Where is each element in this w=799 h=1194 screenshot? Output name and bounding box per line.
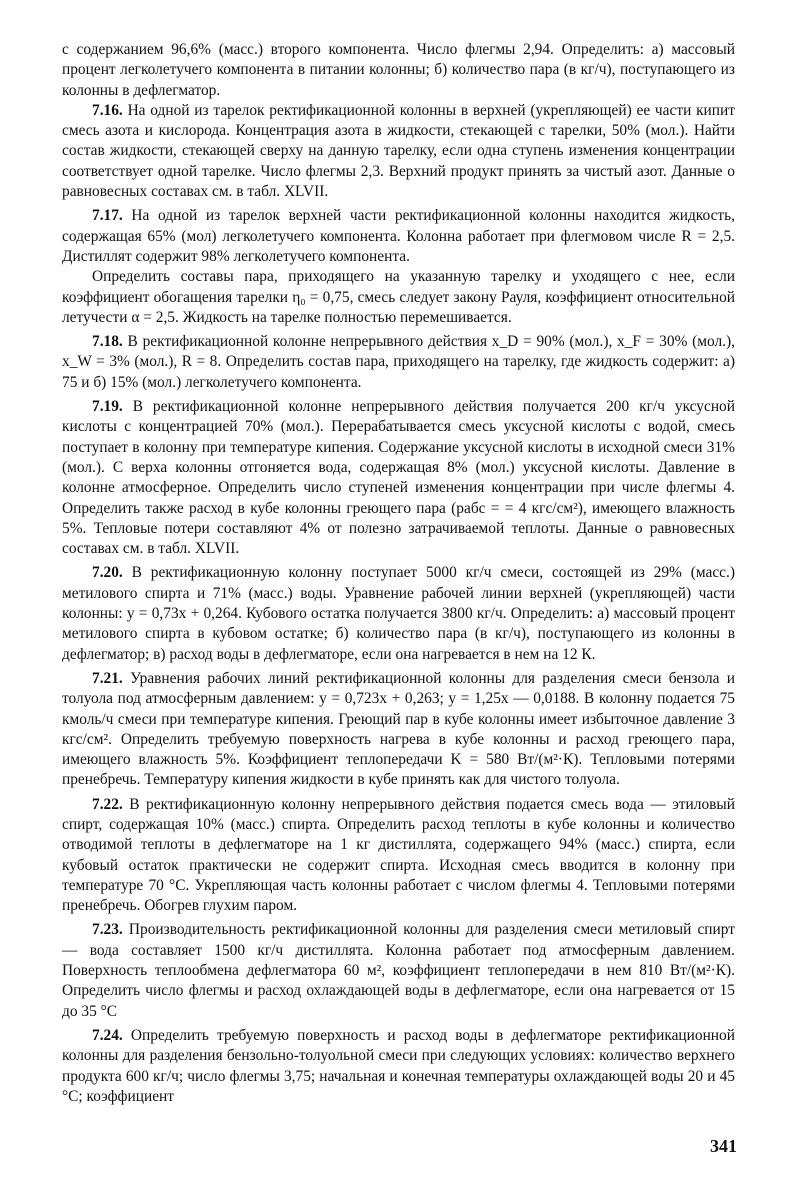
problem-body: В ректификационной колонне непрерывного действия x_D = 90% (мол.), x_F = 30% (мол.), x_W = 3% (мол.), R = 8. Определить состав пара, приходящего на тарелку, где жидкость содержит: а) 75 и б) 15% (мол.) легколетучего компонента. xyxy=(62,333,735,391)
problem-7-19 xyxy=(62,397,735,559)
problem-text xyxy=(62,332,735,393)
problem-7-16 xyxy=(62,101,735,202)
problem-body: На одной из тарелок ректификационной колонны в верхней (укрепляющей) ее части кипит смесь азота и кислорода. Концентрация азота в жидкости, стекающей с тарелки, 50% (мол.). Найти состав жидкости, стекающей сверху на данную тарелку, если одна ступень изменения концентрации соответствует одной тарелке. Число флегмы 2,3. Верхний продукт принять за чистый азот. Данные о равновесных составах см. в табл. XLVII. xyxy=(62,101,735,201)
problem-text-continued: Определить составы пара, приходящего на указанную тарелку и уходящего с нее, если коэффициент обогащения тарелки η₀ = 0,75, смесь следует закону Рауля, коэффициент относительной летучести α = 2,5. Жидкость на тарелке полностью перемешивается. xyxy=(62,268,735,326)
problem-body: Определить требуемую поверхность и расход воды в дефлегматоре ректификационной колонны для разделения бензольно-толуольной смеси при следующих условиях: количество верхнего продукта 600 кг/ч; число флегмы 3,75; начальная и конечная температуры охлаждающей воды 20 и 45 °С; коэффициент xyxy=(62,1026,735,1105)
problem-7-22 xyxy=(62,795,735,917)
problem-body: В ректификационную колонну поступает 5000 кг/ч смеси, состоящей из 29% (масс.) метилового спирта и 71% (масс.) воды. Уравнение рабочей линии верхней (укрепляющей) части колонны: y = 0,73x + 0,264. Кубового остатка получается 3800 кг/ч. Определить: а) массовый процент метилового спирта в кубовом остатке; б) количество пара (в кг/ч), поступающего из колонны в дефлегматор; в) расход воды в дефлегматоре, если она нагревается в нем на 12 К. xyxy=(62,564,735,663)
problem-text xyxy=(62,397,735,559)
problem-7-20 xyxy=(62,563,735,664)
problem-number: 7.16. xyxy=(92,101,123,119)
problem-text xyxy=(62,206,735,267)
problem-7-21 xyxy=(62,669,735,791)
problem-number: 7.17. xyxy=(92,207,123,225)
problem-7-24 xyxy=(62,1026,735,1107)
problem-body: В ректификационную колонну непрерывного действия подается смесь вода — этиловый спирт, содержащая 10% (масс.) спирта. Определить расход теплоты в кубе колонны и количество отводимой теплоты в дефлегматоре на 1 кг дистиллята, содержащего 94% (масс.) спирта, если кубовый остаток практически не содержит спирта. Исходная смесь вводится в колонну при температуре 70 °С. Укрепляющая часть колонны работает с числом флегмы 4. Тепловыми потерями пренебречь. Обогрев глухим паром. xyxy=(62,795,735,915)
problem-text xyxy=(62,669,735,791)
problem-number: 7.19. xyxy=(92,398,123,416)
problem-body: Уравнения рабочих линий ректификационной колонны для разделения смеси бензола и толуола под атмосферным давлением: y = 0,723x + 0,263; y = 1,25x — 0,0188. В колонну подается 75 кмоль/ч смеси при температуре кипения. Греющий пар в кубе колонны имеет избыточное давление 3 кгс/см². Определить требуемую поверхность нагрева в кубе колонны и расход греющего пара, имеющего влажность 5%. Коэффициент теплопередачи K = 580 Вт/(м²·К). Тепловыми потерями пренебречь. Температуру кипения жидкости в кубе принять как для чистого толуола. xyxy=(62,669,735,789)
problem-text xyxy=(62,1026,735,1107)
problem-body: В ректификационной колонне непрерывного действия получается 200 кг/ч уксусной кислоты с концентрацией 70% (мол.). Перерабатывается смесь уксусной кислоты с водой, смесь поступает в колонну при температуре кипения. Содержание уксусной кислоты в исходной смеси 31% (мол.). С верха колонны отгоняется вода, содержащая 8% (мол.) уксусной кислоты. Давление в колонне атмосферное. Определить число ступеней изменения концентрации при числе флегмы 4. Определить также расход в кубе колонны греющего пара (pабс = = 4 кгс/см²), имеющего влажность 5%. Тепловые потери составляют 4% от полезно затрачиваемой теплоты. Данные о равновесных составах см. в табл. XLVII. xyxy=(62,398,735,558)
problem-text xyxy=(62,920,735,1021)
problem-7-17 xyxy=(62,206,735,328)
page-number: 341 xyxy=(710,1136,737,1156)
problem-number: 7.23. xyxy=(92,921,123,939)
problem-number: 7.22. xyxy=(92,795,123,813)
problem-number: 7.21. xyxy=(92,669,123,687)
problem-number: 7.24. xyxy=(92,1026,123,1044)
problem-7-18 xyxy=(62,332,735,393)
problem-number: 7.20. xyxy=(92,564,123,582)
problem-number: 7.18. xyxy=(92,333,123,351)
problem-7-23 xyxy=(62,920,735,1021)
problem-body: На одной из тарелок верхней части ректификационной колонны находится жидкость, содержащая 65% (мол) легколетучего компонента. Колонна работает при флегмовом числе R = 2,5. Дистиллят содержит 98% легколетучего компонента. xyxy=(62,207,735,265)
problem-text xyxy=(62,795,735,917)
problem-text xyxy=(62,101,735,202)
problem-body: Производительность ректификационной колонны для разделения смеси метиловый спирт — вода составляет 1500 кг/ч дистиллята. Колонна работает под атмосферным давлением. Поверхность теплообмена дефлегматора 60 м², коэффициент теплопередачи в нем 810 Вт/(м²·К). Определить число флегмы и расход охлаждающей воды в дефлегматоре, если она нагревается от 15 до 35 °С xyxy=(62,921,735,1020)
intro-paragraph: с содержанием 96,6% (масс.) второго компонента. Число флегмы 2,94. Определить: а) массовый процент легколетучего компонента в питании колонны; б) количество пара (в кг/ч), поступающего из колонны в дефлегматор. xyxy=(62,41,735,99)
problem-text xyxy=(62,563,735,664)
